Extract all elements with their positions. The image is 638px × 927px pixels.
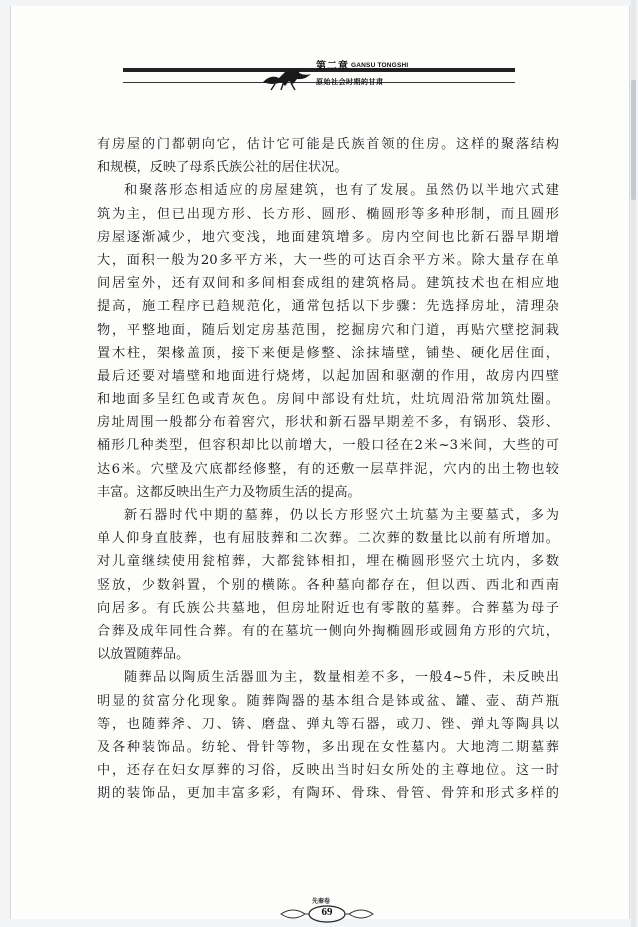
text-line: 有房屋的门都朝向它，估计它可能是氏族首领的住房。这样的聚落结构 bbox=[97, 137, 559, 152]
text-line: 物，平整地面，随后划定房基范围，挖掘房穴和门道，再贴穴壁挖洞栽 bbox=[97, 322, 559, 338]
text-line: 丰富。这都反映出生产力及物质生活的提高。 bbox=[97, 484, 361, 500]
text-line: 随葬品以陶质生活器皿为主，数量相差不多，一般4~5件，未反映出 bbox=[124, 670, 559, 686]
chapter-subtitle: 原始社会时期的甘肃 bbox=[316, 77, 384, 86]
text-line: 合葬及成年同性合葬。有的在墓坑一侧向外掏椭圆形或圆角方形的穴坑， bbox=[97, 623, 559, 639]
paragraph bbox=[97, 504, 559, 666]
text-line: 及各种装饰品。纺轮、骨针等物，多出现在女性墓内。大地湾二期墓葬 bbox=[97, 739, 559, 755]
text-line: 提高，施工程序已趋规范化，通常包括以下步骤：先选择房址，清理杂 bbox=[97, 299, 559, 315]
text-line: 最后还要对墙壁和地面进行烧烤，以起加固和驱潮的作用，故房内四壁 bbox=[97, 368, 559, 384]
text-line: 期的装饰品，更加丰富多彩，有陶环、骨珠、骨管、骨笄和形式多样的 bbox=[97, 786, 559, 802]
text-line: 中，还存在妇女厚葬的习俗，反映出当时妇女所处的主尊地位。这一时 bbox=[97, 763, 559, 779]
text-line: 间居室外，还有双间和多间相套成组的建筑格局。建筑技术也在相应地 bbox=[97, 276, 559, 292]
text-line: 新石器时代中期的墓葬，仍以长方形竖穴土坑墓为主要墓式，多为 bbox=[124, 508, 559, 523]
text-line: 明显的贫富分化现象。随葬陶器的基本组合是钵或盆、罐、壶、葫芦瓶 bbox=[97, 693, 559, 709]
page-number: 69 bbox=[321, 906, 333, 918]
text-line: 和聚落形态相适应的房屋建筑，也有了发展。虽然仍以半地穴式建 bbox=[124, 183, 559, 199]
text-line: 和规模，反映了母系氏族公社的居住状况。 bbox=[97, 160, 348, 176]
body-text bbox=[97, 133, 559, 805]
chapter-label: 第二章 bbox=[316, 60, 349, 72]
text-line: 桶形几种类型，但容积却比以前增大，一般口径在2米~3米间，大些的可 bbox=[97, 438, 559, 454]
text-line: 和地面多呈红色或青灰色。房间中部设有灶坑，灶坑周沿常加筑灶圈。 bbox=[97, 392, 559, 408]
text-line: 房屋逐渐减少，地穴变浅，地面建筑增多。房内空间也比新石器早期增 bbox=[97, 229, 559, 245]
text-line: 以放置随葬品。 bbox=[97, 647, 190, 663]
series-brand: GANSU TONGSHI bbox=[351, 62, 409, 70]
running-header bbox=[316, 58, 466, 85]
text-line: 竖放，少数斜置，个别的横陈。各种墓向都存在，但以西、西北和西南 bbox=[97, 577, 559, 593]
text-line: 房址周围一般都分布着窖穴，形状和新石器早期差不多，有锅形、袋形、 bbox=[97, 415, 559, 431]
text-line: 对儿童继续使用瓮棺葬，大都瓮钵相扣，埋在椭圆形竖穴土坑内，多数 bbox=[97, 554, 559, 570]
text-line: 向居多。有氏族公共墓地，但房址附近也有零散的墓葬。合葬墓为母子 bbox=[97, 600, 559, 616]
scrollbar-thumb[interactable] bbox=[631, 80, 636, 200]
volume-label: 先秦卷 bbox=[312, 898, 331, 905]
text-line: 筑为主，但已出现方形、长方形、圆形、椭圆形等多种形制，而且圆形 bbox=[97, 206, 559, 222]
horse-logo-icon bbox=[261, 62, 313, 92]
text-line: 等，也随葬斧、刀、锛、磨盘、弹丸等石器，或刀、锉、弹丸等陶具以 bbox=[97, 716, 559, 732]
paragraph bbox=[97, 666, 559, 805]
paragraph bbox=[97, 133, 559, 179]
text-line: 单人仰身直肢葬，也有屈肢葬和二次葬。二次葬的数量比以前有所增加。 bbox=[97, 531, 559, 547]
text-line: 置木柱，架椽盖顶，接下来便是修整、涂抹墙壁，铺垫、硬化居住面， bbox=[97, 345, 559, 361]
text-line: 达6米。穴壁及穴底都经修整，有的还敷一层草拌泥，穴内的出土物也较 bbox=[97, 461, 559, 477]
vertical-scrollbar[interactable] bbox=[631, 0, 636, 927]
text-line: 大，面积一般为20多平方米，大一些的可达百余平方米。除大量存在单 bbox=[97, 252, 559, 268]
book-page bbox=[10, 6, 630, 919]
paragraph bbox=[97, 179, 559, 504]
